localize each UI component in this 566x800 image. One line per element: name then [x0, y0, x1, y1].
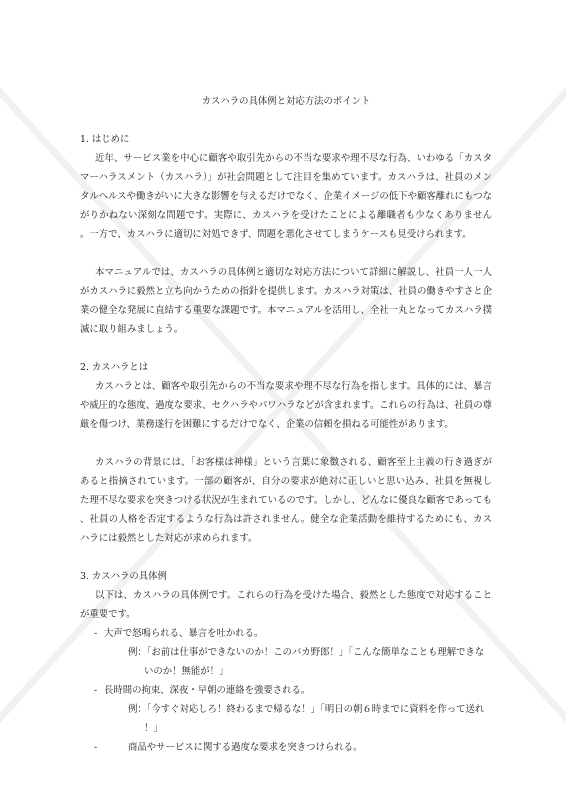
paragraph: 近年、サービス業を中心に顧客や取引先からの不当な要求や理不尽な行為、いわゆる「カスタマーハラスメント（カスハラ）」が社会問題として注目を集めています。カスハラは、社員のメンタルヘルスや働きがいに大きな影響を与えるだけでなく、企業イメージの低下や顧客離れにもつながりかねない深刻な問題です。実際に、カスハラを受けたことによる離職者も少なくありません。一方で、カスハラに適切に対処できず、問題を悪化させてしまうケースも見受けられます。 [80, 153, 492, 240]
section-examples [80, 567, 492, 757]
paragraph: カスハラの背景には、「お客様は神様」という言葉に象徴される、顧客至上主義の行き過ぎがあると指摘されています。一部の顧客が、自分の要求が絶対に正しいと思い込み、社員を無視した理不尽な要求を突きつける状況が生まれているのです。しかし、どんなに優良な顧客であっても、社員の人格を否定するような行為は許されません。健全な企業活動を維持するためにも、カスハラには毅然とした対応が求められます。 [80, 457, 492, 544]
list-item [80, 681, 492, 738]
section-heading: 3. カスハラの具体例 [80, 571, 167, 582]
bullet-dash: - [94, 685, 98, 696]
list-item [80, 624, 492, 681]
list-item-text: 商品やサービスに関する過度な要求を突きつけられる。 [128, 742, 363, 753]
paragraph: カスハラとは、顧客や取引先からの不当な要求や理不尽な行為を指します。具体的には、暴言や威圧的な態度、過度な要求、セクハラやパワハラなどが含まれます。これらの行為は、社員の尊厳を傷つけ、業務遂行を困難にするだけでなく、企業の信頼を損ねる可能性があります。 [80, 381, 492, 430]
section-heading: 2. カスハラとは [80, 362, 149, 373]
bullet-dash: - [94, 628, 98, 639]
list-item [80, 738, 492, 757]
section-introduction [80, 130, 492, 339]
example-list [80, 624, 492, 757]
paragraph: 本マニュアルでは、カスハラの具体例と適切な対応方法について詳細に解説し、社員一人一人がカスハラに毅然と立ち向かうための指針を提供します。カスハラ対策は、社員の働きやすさと企業の健全な発展に直結する重要な課題です。本マニュアルを活用し、全社一丸となってカスハラ撲滅に取り組みましょう。 [80, 267, 492, 335]
list-item-text: 長時間の拘束、深夜・早朝の連絡を強要される。 [104, 685, 311, 696]
bullet-dash: - [94, 742, 98, 753]
section-heading: 1. はじめに [80, 134, 130, 145]
paragraph: 以下は、カスハラの具体例です。これらの行為を受けた場合、毅然とした態度で対応することが重要です。 [80, 590, 492, 620]
document-page [80, 92, 492, 757]
list-item-example: 例：「今すぐ対応しろ！終わるまで帰るな！」「明日の朝６時までに資料を作って送れ！」 [128, 704, 485, 734]
section-what-is-kasuhara [80, 358, 492, 548]
list-item-text: 大声で怒鳴られる、暴言を吐かれる。 [104, 628, 264, 639]
list-item-example: 例：「お前は仕事ができないのか！このバカ野郎！」「こんな簡単なことも理解できないのか！無能が！」 [128, 647, 485, 677]
document-title: カスハラの具体例と対応方法のポイント [201, 96, 371, 107]
